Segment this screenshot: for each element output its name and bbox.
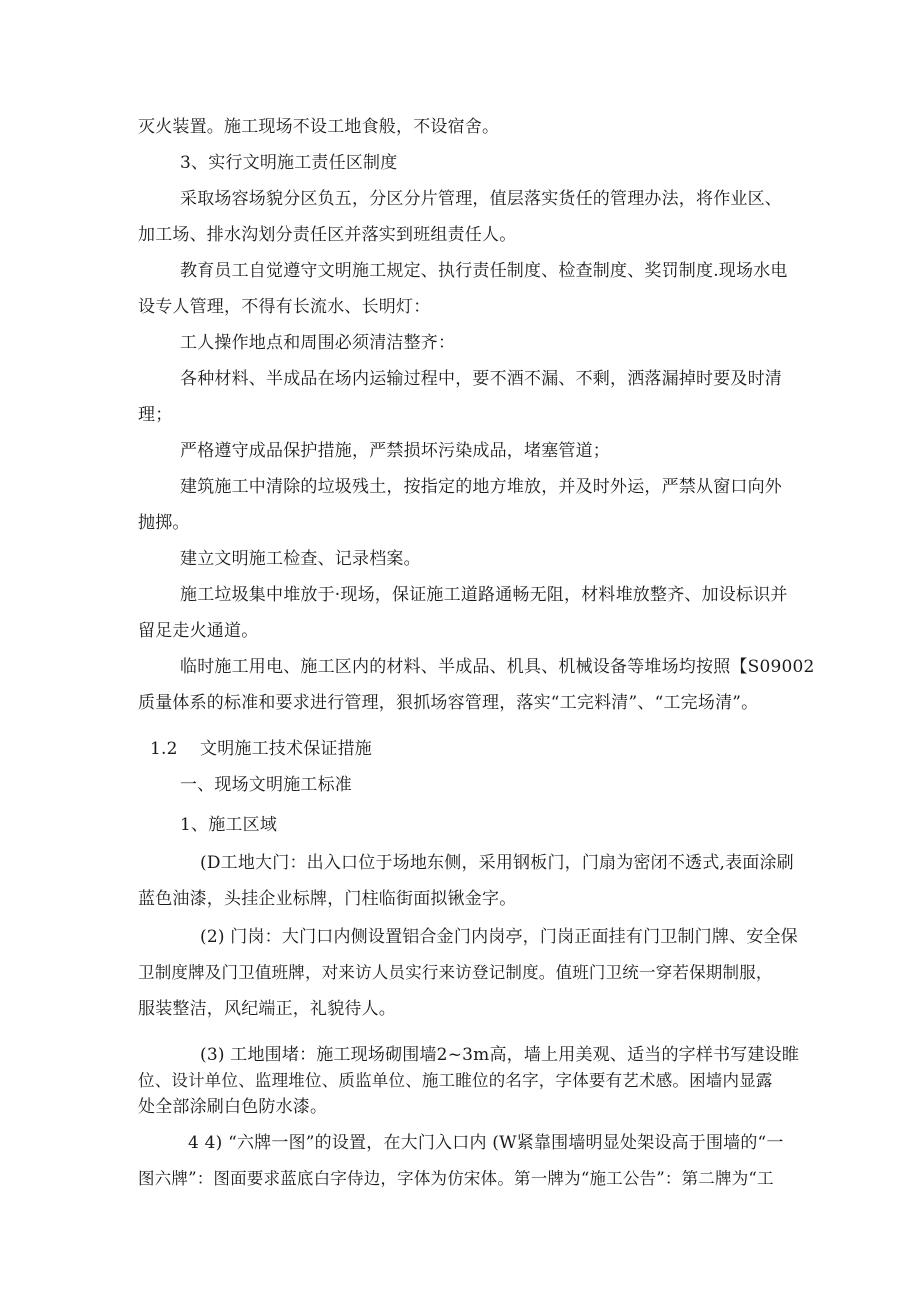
text-line: 服装整洁，风纪端正，礼貌待人。 (138, 999, 396, 1019)
text-line: 灭火装置。施工现场不设工地食般，不设宿舍。 (138, 117, 500, 137)
text-line: 教育员工自觉遵守文明施工规定、执行责任制度、检查制度、奖罚制度.现场水电 (180, 261, 788, 281)
section-heading: 3、实行文明施工责任区制度 (180, 153, 398, 173)
section-number: 1.2 (150, 739, 178, 759)
text-line: 留足走火通道。 (138, 621, 259, 641)
text-line: 图六牌”：图面要求蓝底白字侍边，字体为仿宋体。第一牌为“施工公告”：第二牌为“工 (138, 1169, 774, 1188)
text-line: 蓝色油漆，头挂企业标牌，门柱临街面拟锹金字。 (138, 889, 517, 909)
text-line: 工人操作地点和周围必须清洁整齐： (180, 333, 456, 353)
section-heading: 1、施工区域 (180, 815, 278, 835)
text-line: 位、设计单位、监理堆位、质监单位、施工睢位的名字，字体要有艺术感。困墙内显露 (138, 1071, 773, 1090)
text-line: 建立文明施工检查、记录档案。 (180, 549, 421, 569)
text-line: 卫制度牌及门卫值班牌，对来访人员实行来访登记制度。值班门卫统一穿若保期制服， (138, 963, 773, 982)
text-line: 质量体系的标准和要求进行管理，狠抓场容管理，落实“工完料清”、“工完场清”。 (138, 693, 759, 713)
text-line: 理； (138, 405, 173, 425)
section-heading: 一、现场文明施工标准 (180, 775, 352, 795)
text-line: 抛掷。 (138, 513, 190, 533)
text-line: 严格遵守成品保护措施，严禁损坏污染成品，堵塞管道； (180, 441, 610, 461)
text-line: (2) 门岗：大门口内侧设置铝合金门内岗亭，门岗正面挂有门卫制门牌、安全保 (200, 927, 798, 947)
text-line: 加工场、排水沟划分责任区并落实到班组责任人。 (138, 225, 517, 245)
text-line: 处全部涂刷白色防水漆。 (138, 1097, 328, 1117)
text-line: 各种材料、半成品在场内运输过程中，要不酒不漏、不剩，洒落漏掉时要及时清 (180, 369, 782, 389)
text-line: (D工地大门：出入口位于场地东侧，采用钢板门，门扇为密闭不透式,表面涂刷 (200, 853, 794, 873)
text-line: 建筑施工中清除的垃圾残土，按指定的地方堆放，并及时外运，严禁从窗口向外 (180, 477, 782, 497)
text-line: 采取场容场貌分区负五，分区分片管理，值层落实货任的管理办法，将作业区、 (180, 189, 782, 209)
text-line: 施工垃圾集中堆放于·现场，保证施工道路通畅无阻，材料堆放整齐、加设标识并 (180, 585, 788, 605)
text-line: 临时施工用电、施工区内的材料、半成品、机具、机械设备等堆场均按照【S09002 (180, 657, 815, 677)
text-line: 4 4) “六牌一图”的设置，在大门入口内 (W紧靠围墙明显处架设高于围墙的“一 (188, 1133, 784, 1153)
section-title: 文明施工技术保证措施 (200, 739, 372, 759)
section-heading (150, 737, 800, 761)
text-line: 设专人管理，不得有长流水、长明灯： (138, 297, 431, 317)
text-line: (3) 工地围堵：施工现场砌围墙2~3m高，墙上用美观、适当的字样书写建设睢 (200, 1045, 800, 1065)
